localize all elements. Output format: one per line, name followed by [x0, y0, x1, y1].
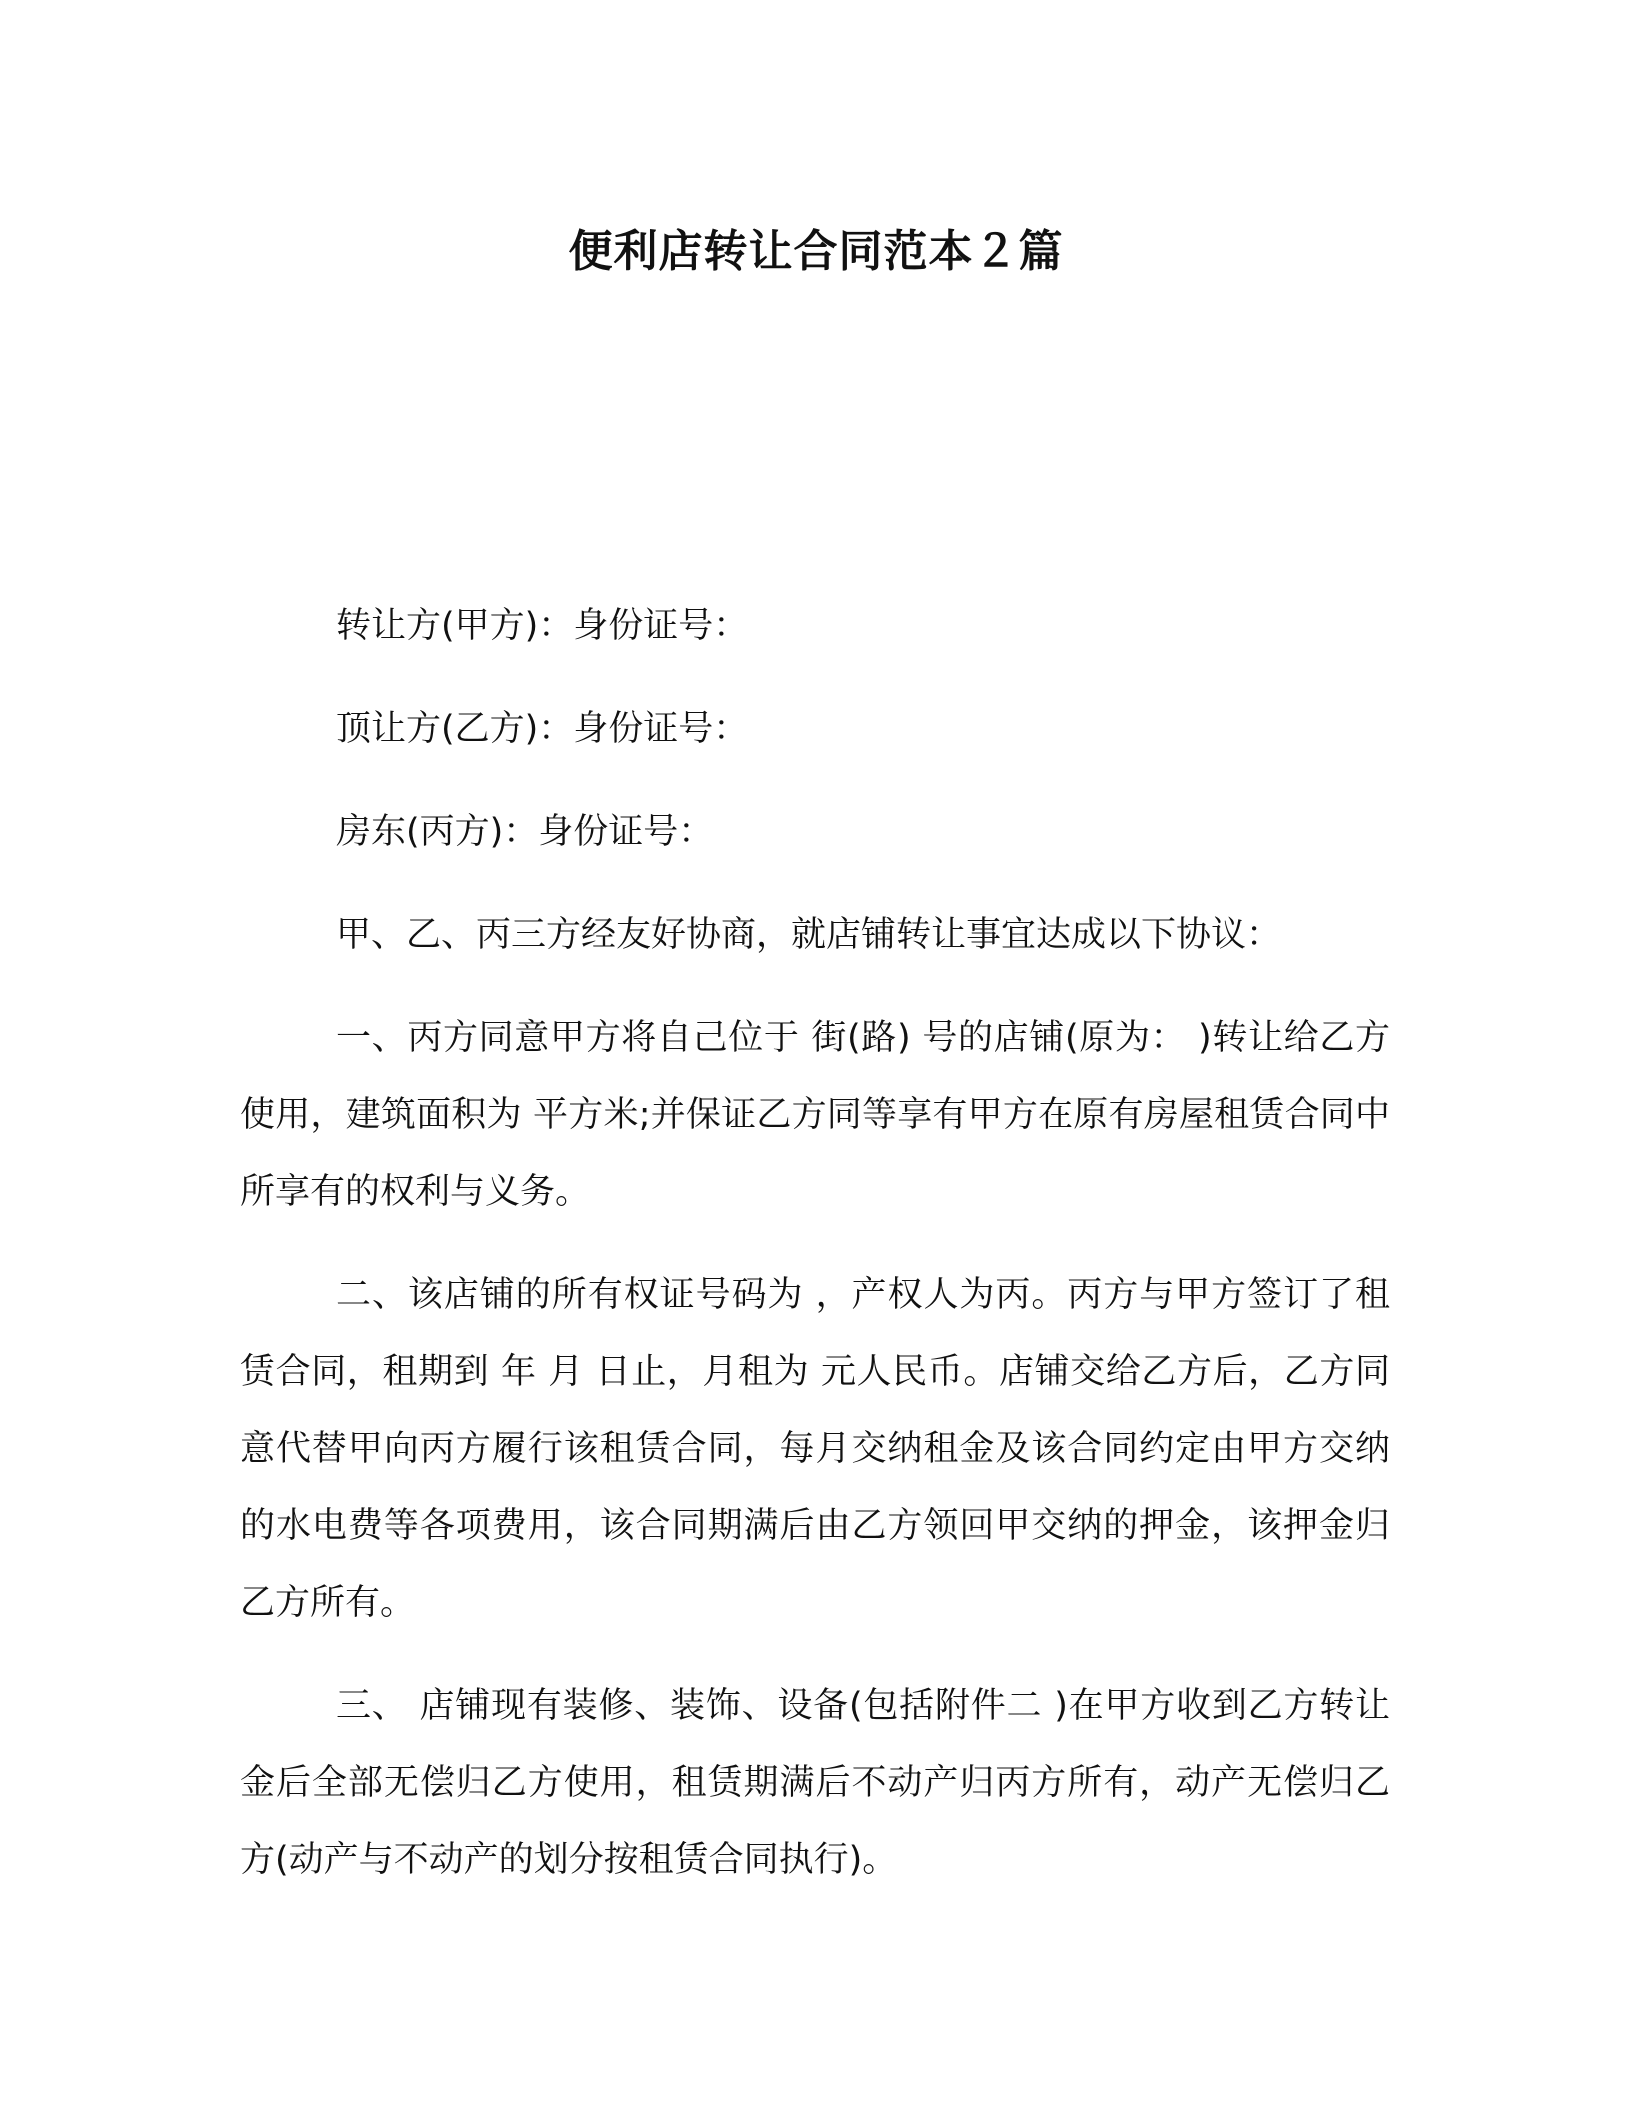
party-b-line: 顶让方(乙方)：身份证号： [336, 709, 749, 749]
document-title: 便利店转让合同范本２篇 [568, 226, 1064, 277]
clause-2: 二、该店铺的所有权证号码为 ，产权人为丙。丙方与甲方签订了租赁合同，租期到 年 月 日止，月租为 元人民币。店铺交给乙方后，乙方同意代替甲向丙方履行该租赁合同，每月交纳租金及该合同约定由甲方交纳的水电费等各项费用，该合同期满后由乙方领回甲交纳的押金，该押金归乙方所有。 [240, 1275, 1390, 1623]
party-a-line: 转让方(甲方)：身份证号： [336, 606, 749, 646]
party-c-line: 房东(丙方)：身份证号： [336, 812, 714, 852]
document-body [240, 588, 1390, 1925]
clause-3: 三、 店铺现有装修、装饰、设备(包括附件二 )在甲方收到乙方转让金后全部无偿归乙方使用，租赁期满后不动产归丙方所有，动产无偿归乙方(动产与不动产的划分按租赁合同执行)。 [240, 1686, 1390, 1880]
agreement-intro: 甲、乙、丙三方经友好协商，就店铺转让事宜达成以下协议： [336, 915, 1282, 955]
clause-1: 一、丙方同意甲方将自己位于 街(路) 号的店铺(原为： )转让给乙方使用，建筑面积为 平方米;并保证乙方同等享有甲方在原有房屋租赁合同中所享有的权利与义务。 [240, 1018, 1390, 1212]
